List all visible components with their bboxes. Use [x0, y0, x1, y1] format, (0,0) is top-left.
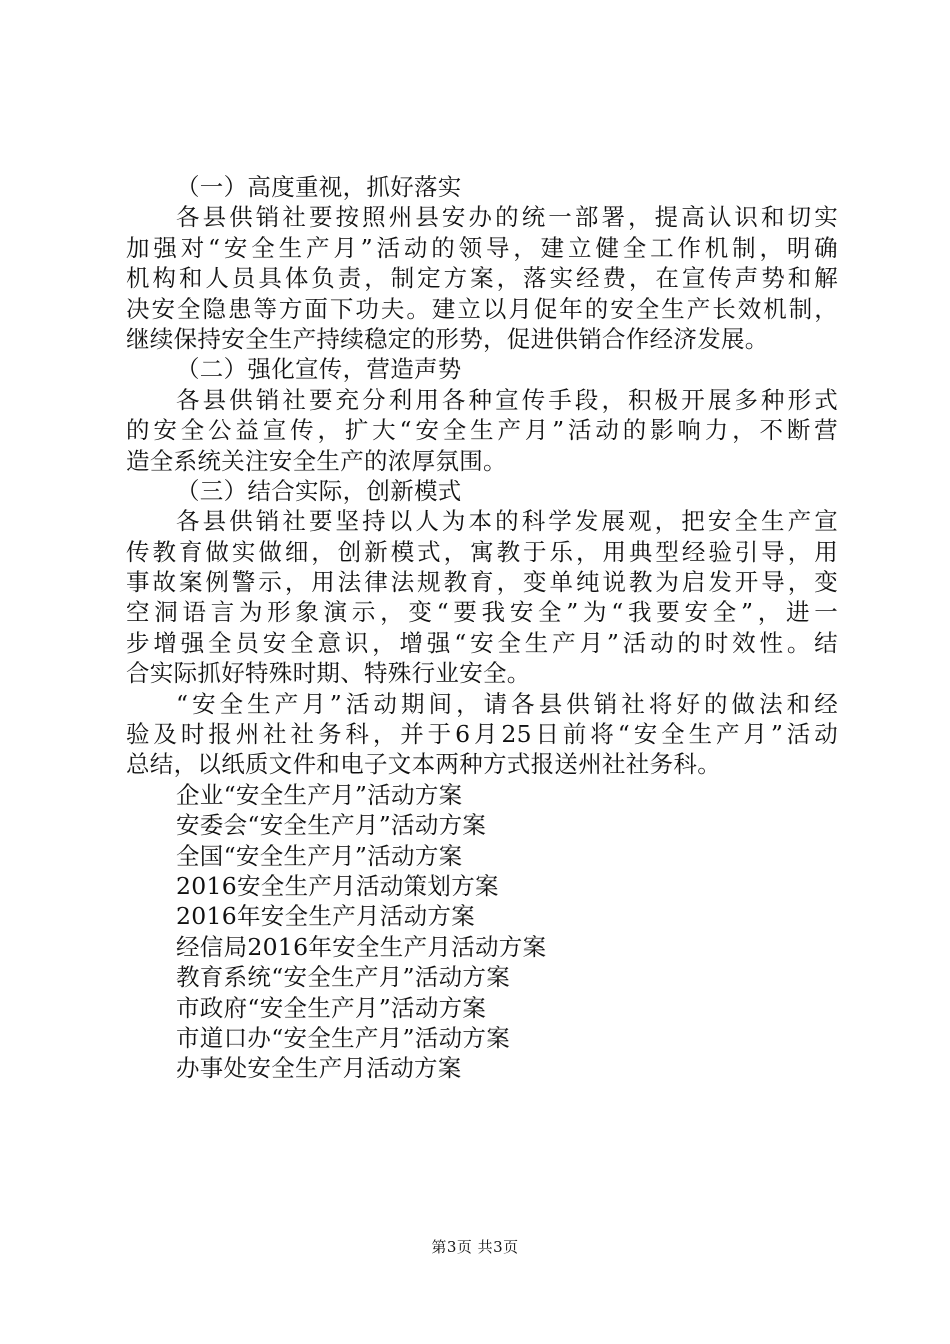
related-title-item: 2016年安全生产月活动方案 [176, 902, 476, 931]
paragraph-line: 步增强全员安全意识，增强“安全生产月”活动的时效性。结 [126, 628, 838, 657]
paragraph-line: 加强对“安全生产月”活动的领导，建立健全工作机制，明确 [126, 233, 838, 262]
paragraph-line: 机构和人员具体负责，制定方案，落实经费，在宣传声势和解 [126, 264, 838, 293]
paragraph-line: 各县供销社要按照州县安办的统一部署，提高认识和切实 [176, 203, 838, 232]
related-title-item: 市道口办“安全生产月”活动方案 [176, 1023, 511, 1052]
document-body [126, 172, 838, 1084]
related-title-item: 2016安全生产月活动策划方案 [176, 871, 499, 900]
related-title-item: 经信局2016年安全生产月活动方案 [176, 932, 547, 961]
paragraph-line: 合实际抓好特殊时期、特殊行业安全。 [126, 659, 531, 688]
paragraph-line: 事故案例警示，用法律法规教育，变单纯说教为启发开导，变 [126, 568, 838, 597]
page-number: 第3页 共3页 [431, 1238, 519, 1256]
paragraph-line: 空洞语言为形象演示，变“要我安全”为“我要安全”，进一 [126, 598, 838, 627]
related-titles-list [126, 780, 838, 1084]
paragraph-line: 继续保持安全生产持续稳定的形势，促进供销合作经济发展。 [126, 324, 769, 353]
paragraph-line: 各县供销社要坚持以人为本的科学发展观，把安全生产宣 [176, 507, 838, 536]
paragraph-line: “安全生产月”活动期间，请各县供销社将好的做法和经 [176, 689, 838, 718]
paragraph-line: 总结，以纸质文件和电子文本两种方式报送州社社务科。 [126, 750, 721, 779]
related-title-item: 安委会“安全生产月”活动方案 [176, 811, 487, 840]
related-title-item: 办事处安全生产月活动方案 [176, 1054, 462, 1083]
section-heading-3: （三）结合实际，创新模式 [176, 476, 462, 505]
paragraph-line: 的安全公益宣传，扩大“安全生产月”活动的影响力，不断营 [126, 416, 838, 445]
related-title-item: 企业“安全生产月”活动方案 [176, 780, 463, 809]
section-heading-2: （二）强化宣传，营造声势 [176, 355, 462, 384]
related-title-item: 全国“安全生产月”活动方案 [176, 841, 463, 870]
paragraph-line: 决安全隐患等方面下功夫。建立以月促年的安全生产长效机制， [126, 294, 838, 323]
related-title-item: 市政府“安全生产月”活动方案 [176, 993, 487, 1022]
paragraph-line: 传教育做实做细，创新模式，寓教于乐，用典型经验引导，用 [126, 537, 838, 566]
paragraph-line: 各县供销社要充分利用各种宣传手段，积极开展多种形式 [176, 385, 838, 414]
related-title-item: 教育系统“安全生产月”活动方案 [176, 963, 511, 992]
paragraph-line: 造全系统关注安全生产的浓厚氛围。 [126, 446, 507, 475]
paragraph-line: 验及时报州社社务科，并于6月25日前将“安全生产月”活动 [126, 720, 838, 749]
section-heading-1: （一）高度重视，抓好落实 [176, 173, 462, 201]
